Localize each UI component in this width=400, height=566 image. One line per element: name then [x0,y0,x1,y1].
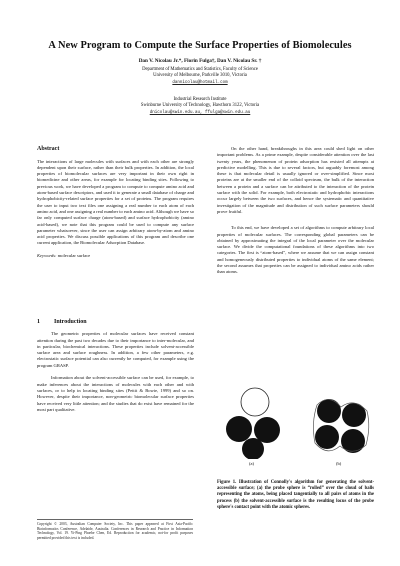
intro-section [37,319,194,419]
paper-title: A New Program to Compute the Surface Properties of Biomolecules [48,40,352,51]
intro-heading [37,319,194,325]
figure-1b-drawing [313,399,368,453]
author-list: Dan V. Nicolau Jr.*, Florin Fulga†, Dan V. Nicolau Sr. † [138,58,262,64]
figure-1a-drawing [226,388,280,459]
affiliation-2-line1: Industrial Research Institute [173,97,227,102]
affiliation-1-email[interactable]: dannicolau@hotmail.com [172,81,228,85]
probe-sphere [241,388,269,416]
keywords-value: molecular surface [57,253,91,259]
intro-title: Introduction [54,319,87,325]
abstract-text: The interactions of large molecules with surfaces and with each other are strongly dependent upon their surface, rather than their bulk properties. In addition, the local properties of biomolecular surfaces are very important in their own right in biomedicine and other areas, for example for locating binding sites. Following to previous work, we have developed a program to compute to compute amino acid and atom-based surface descriptors, and used it to generate a small database of charge and hydrophobicity-related surface properties for a set of proteins. The program requires the user to input two text files one assigning a real number to each atom of each amino acid, and one assigning a real number to each amino acid. Although we have so far only computed surface charge (atom-based) and surface hydrophobicity (amino acid-based), we note that this program could be used to compute any surface parameter whatsoever, since the user can assign arbitrary atom-by-atom and amino acid properties. We discuss possible applications of this program and describe one current application, the Biomolecular Adsorption Database. [37,158,194,246]
right-column [217,146,374,282]
left-column [37,146,194,266]
abstract-heading: Abstract [37,146,60,152]
figure-1 [217,371,372,471]
atom-ball [226,416,252,442]
figure-label-a: (a) [249,461,254,466]
right-paragraph-1: On the other hand, breakthroughs in this area could shed light on other important problems. As a prime example, despite considerable attention over the last twenty years, the phenomenon of protein adsorption has resisted all attempts at predictive modelling. This is due to several factors, but arguably foremost among these is that molecular detail is usually ignored or over-simplified. Since most proteins are at the smaller end of the colloid spectrum, the bulk of the interaction between a protein and a surface can be attributed to the interaction of the protein surface with the solid. For example, both electrostatic and hydrophobic interactions occur largely between the two surfaces, and hence the systematic and quantitative investigation of the magnitude and distribution of such surface parameters should prove fruitful. [217,146,374,214]
keywords-line [37,253,194,259]
affiliation-1-line2: University of Melbourne, Parkville 3010, Victoria [153,73,247,78]
affiliation-2-email[interactable]: dnicolau@swin.edu.au, ffulga@swin.edu.au [149,111,251,115]
copyright-footnote: Copyright © 2003, Australian Computer Society, Inc. This paper appeared at First Asia-Pacific Bioinformatics Conference, Adelaide, Australia. Conferences in Research and Practice in Information Technology, Vol. 19. Yi-Ping Phoebe Chen, Ed. Reproduction for academic, not-for profit purposes permitted provided this text is included. [37,519,193,540]
keywords-label: Keywords: [37,253,57,259]
atom-ball [242,438,264,459]
intro-paragraph-1: The geometric properties of molecular surfaces have received constant attention during the past two decades due to their importance to inter-molecular, and in particular, biochemical interactions. These properties include solvent-accessible surface area and surface roughness. In addition, a few other parameters, e.g. electrostatic surface potential can also currently be computed, for example using the program GRASP. [37,331,194,368]
figure-1-caption: Figure 1. Illustration of Connolly's algorithm for generating the solvent-accessible surface; (a) the probe sphere is “rolled” over the cloud of balls representing the atoms, being placed tangentially to all pairs of atoms in the process (b) the solvent-accessible surface is the resulting locus of the probe sphere's contact point with the atomic spheres. [217,480,374,510]
right-paragraph-2: To this end, we have developed a set of algorithms to compute arbitrary local properties of molecular surfaces. The corresponding global parameters can be obtained by approximating the integral of the local parameter over the molecular surface. We divide the computational foundations of these algorithms into two categories. The first is “atom-based”, where we assume that we can assign constant and homogeneously distributed properties to individual atoms of the same element; the second assumes that properties can be assigned to individual amino acids rather than atoms. [217,225,374,275]
intro-number: 1 [37,319,40,325]
figure-1-illustration [217,371,372,459]
atom-ball [315,425,339,449]
figure-label-b: (b) [336,461,342,466]
affiliation-2-line2: Swinburne University of Technology, Hawthorn 3122, Victoria [140,103,260,108]
atom-ball [317,399,341,423]
affiliation-1-line1: Department of Mathematics and Statistics, Faculty of Science [142,67,258,72]
intro-paragraph-2: Information about the solvent-accessible surface can be used, for example, to make inferences about the interactions of molecules with each other and with surfaces, or to help in locating binding sites (Pettit & Bowie, 1999) and so on. However, despite their importance, non-geometric biomolecular surface properties have received very little attention; and the studies that do exist have remained for the most part qualitative. [37,375,194,412]
atom-ball [254,417,280,443]
